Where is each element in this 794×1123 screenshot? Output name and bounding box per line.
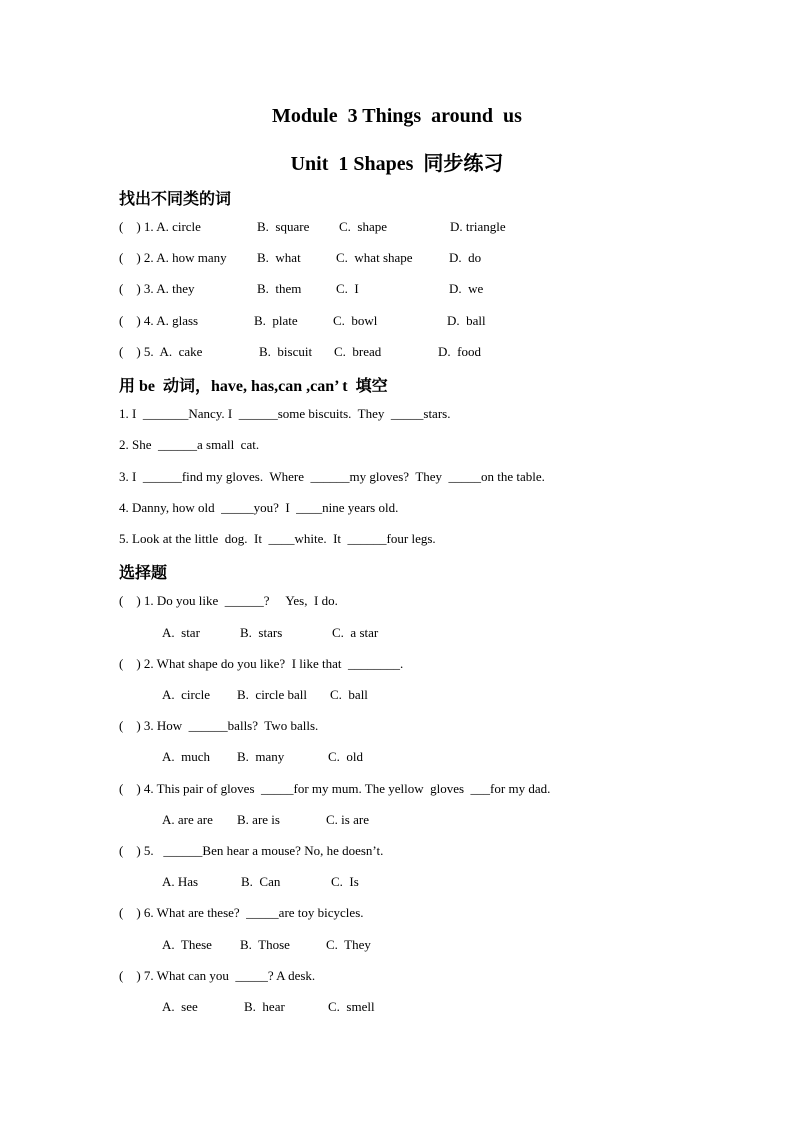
option-b: B. many (237, 749, 285, 764)
section1-question: ( ) 1. A. circle (119, 219, 201, 234)
option-c: C. I (336, 281, 359, 296)
fill-blank-item: 5. Look at the little dog. It ____white. It ______four legs. (119, 531, 436, 546)
option-c: C. ball (330, 687, 368, 702)
option-c: C. old (328, 749, 364, 764)
option-a: A. much (162, 749, 211, 764)
option-a: A. circle (162, 687, 211, 702)
section1-question: ( ) 2. A. how many (119, 250, 227, 265)
fill-blank-item: 1. I _______Nancy. I ______some biscuits. They _____stars. (119, 406, 451, 421)
option-d: D. do (449, 250, 482, 265)
choice-question: ( ) 3. How ______balls? Two balls. (119, 718, 319, 733)
section3-heading: 选择题 (119, 565, 168, 582)
option-c: C. smell (328, 999, 375, 1014)
option-c: C. bread (334, 344, 382, 359)
option-c: C. what shape (336, 250, 413, 265)
option-a: A. Has (162, 874, 199, 889)
option-c: C. They (326, 937, 371, 952)
option-c: C. is are (326, 812, 369, 827)
choice-question: ( ) 4. This pair of gloves _____for my mum. The yellow gloves ___for my dad. (119, 781, 551, 796)
option-b: B. circle ball (237, 687, 308, 702)
choice-question: ( ) 6. What are these? _____are toy bicycles. (119, 905, 364, 920)
section1-question: ( ) 5. A. cake (119, 344, 203, 359)
option-a: A. are are (162, 812, 213, 827)
option-d: D. ball (447, 313, 486, 328)
option-a: A. These (162, 937, 212, 952)
choice-question: ( ) 1. Do you like ______? Yes, I do. (119, 593, 338, 608)
option-b: B. are is (237, 812, 280, 827)
section2-heading: 用 be 动词，have, has,can ,can’ t 填空 (119, 378, 388, 395)
section1-question: ( ) 4. A. glass (119, 313, 199, 328)
option-b: B. hear (244, 999, 285, 1014)
option-c: C. a star (332, 625, 379, 640)
fill-blank-item: 2. She ______a small cat. (119, 437, 260, 452)
option-b: B. stars (240, 625, 283, 640)
choice-question: ( ) 2. What shape do you like? I like that ________. (119, 656, 404, 671)
option-c: C. shape (339, 219, 388, 234)
choice-question: ( ) 7. What can you _____? A desk. (119, 968, 316, 983)
section1-question: ( ) 3. A. they (119, 281, 195, 296)
option-b: B. biscuit (259, 344, 313, 359)
option-c: C. Is (331, 874, 359, 889)
option-a: A. star (162, 625, 200, 640)
option-c: C. bowl (333, 313, 378, 328)
fill-blank-item: 3. I ______find my gloves. Where ______my gloves? They _____on the table. (119, 469, 545, 484)
option-d: D. triangle (450, 219, 506, 234)
option-d: D. food (438, 344, 481, 359)
section1-heading: 找出不同类的词 (119, 191, 232, 208)
page-subtitle: Unit 1 Shapes 同步练习 (290, 153, 504, 175)
option-b: B. Can (241, 874, 281, 889)
page-title: Module 3 Things around us (272, 105, 522, 127)
option-b: B. square (257, 219, 310, 234)
choice-question: ( ) 5. ______Ben hear a mouse? No, he doesn’t. (119, 843, 384, 858)
fill-blank-item: 4. Danny, how old _____you? I ____nine years old. (119, 500, 399, 515)
option-a: A. see (162, 999, 198, 1014)
option-b: B. them (257, 281, 302, 296)
option-b: B. plate (254, 313, 298, 328)
option-b: B. Those (240, 937, 290, 952)
option-b: B. what (257, 250, 301, 265)
option-d: D. we (449, 281, 484, 296)
